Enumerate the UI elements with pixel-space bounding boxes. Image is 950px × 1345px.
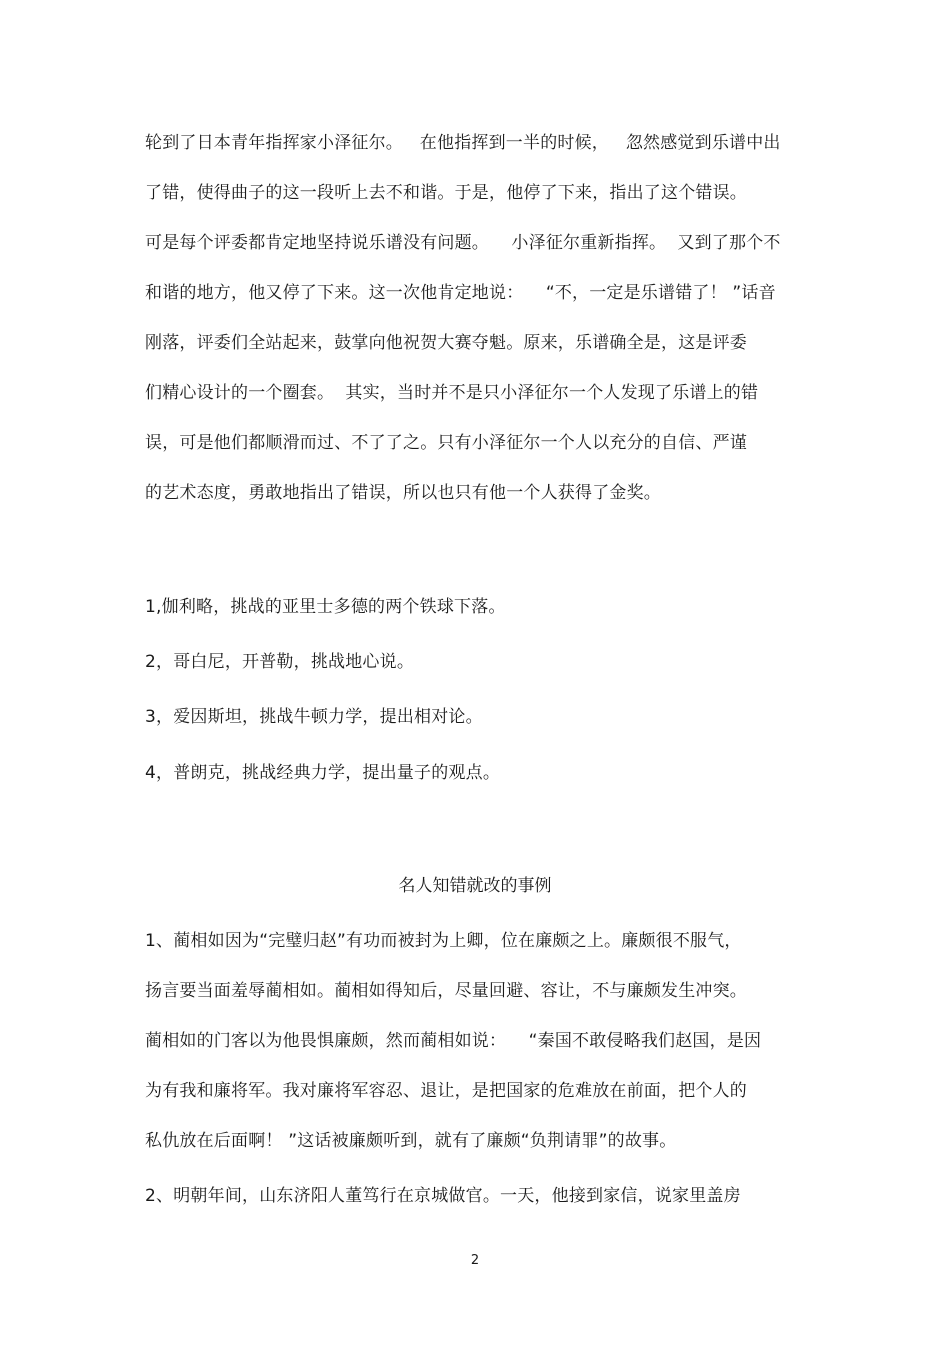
text-line: 和谐的地方，他又停了下来。这一次他肯定地说： “不，一定是乐谱错了！ ”话音	[145, 283, 776, 303]
text-line: 私仇放在后面啊！ ”这话被廉颇听到，就有了廉颇“负荆请罪”的故事。	[145, 1131, 677, 1151]
text-line: 轮到了日本青年指挥家小泽征尔。 在他指挥到一半的时候， 忽然感觉到乐谱中出	[145, 133, 781, 153]
list-item: 3，爱因斯坦，挑战牛顿力学，提出相对论。	[145, 707, 483, 727]
page-number: 2	[470, 1253, 480, 1268]
list-item: 4，普朗克，挑战经典力学，提出量子的观点。	[145, 763, 501, 783]
text-line: 的艺术态度，勇敢地指出了错误，所以也只有他一个人获得了金奖。	[145, 483, 661, 503]
list-item: 1,伽利略，挑战的亚里士多德的两个铁球下落。	[145, 597, 506, 617]
section-title: 名人知错就改的事例	[398, 876, 552, 896]
text-line: 1、蔺相如因为“完璧归赵”有功而被封为上卿，位在廉颇之上。廉颇很不服气，	[145, 931, 742, 951]
list-item: 2，哥白尼，开普勒，挑战地心说。	[145, 652, 415, 672]
text-line: 为有我和廉将军。我对廉将军容忍、退让，是把国家的危难放在前面，把个人的	[145, 1081, 747, 1101]
text-line: 蔺相如的门客以为他畏惧廉颇，然而蔺相如说： “秦国不敢侵略我们赵国，是因	[145, 1031, 762, 1051]
text-line: 们精心设计的一个圈套。 其实，当时并不是只小泽征尔一个人发现了乐谱上的错	[145, 383, 759, 403]
text-line: 可是每个评委都肯定地坚持说乐谱没有问题。 小泽征尔重新指挥。 又到了那个不	[145, 233, 781, 253]
text-line: 扬言要当面羞辱蔺相如。蔺相如得知后，尽量回避、容让，不与廉颇发生冲突。	[145, 981, 747, 1001]
text-line: 2、明朝年间，山东济阳人董笃行在京城做官。一天，他接到家信，说家里盖房	[145, 1186, 741, 1206]
text-line: 刚落，评委们全站起来，鼓掌向他祝贺大赛夺魁。原来，乐谱确全是，这是评委	[145, 333, 747, 353]
text-line: 误，可是他们都顺滑而过、不了了之。只有小泽征尔一个人以充分的自信、严谨	[145, 433, 747, 453]
text-line: 了错，使得曲子的这一段听上去不和谐。于是，他停了下来，指出了这个错误。	[145, 183, 747, 203]
